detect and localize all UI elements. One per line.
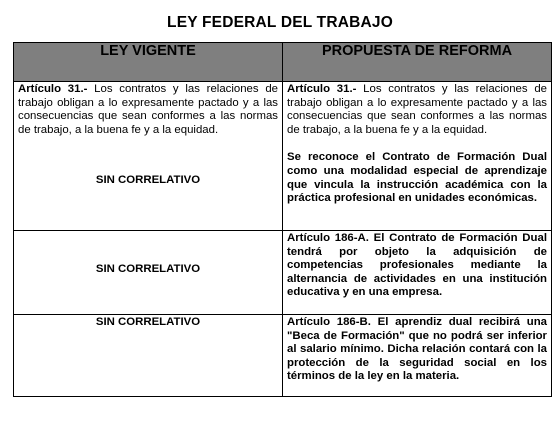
article-label: Artículo 31.- — [287, 83, 357, 95]
added-paragraph: Se reconoce el Contrato de Formación Dual como una modalidad especial de aprendizaje que vincula la instrucción académica con la práctica profesional en unidades económicas. — [287, 151, 547, 205]
reform-proposal-cell — [283, 315, 552, 397]
current-law-cell — [14, 315, 283, 397]
table-header-row — [14, 43, 552, 82]
article-186b-proposal: Artículo 186-B. El aprendiz dual recibirá una "Beca de Formación" que no podrá ser inferior al salario mínimo. Dicha relación contará con la protección de la seguridad social en los términos de la ley en la materia. — [287, 316, 547, 383]
reform-proposal-cell — [283, 231, 552, 315]
table-row — [14, 82, 552, 231]
current-law-cell — [14, 231, 283, 315]
article-label: Artículo 31.- — [18, 83, 88, 95]
article-text: Los contratos y las relaciones de trabajo obligan a lo expresamente pactado y a las consecuencias que sean conformes a las normas de trabajo, a la buena fe y a la equidad. — [287, 83, 547, 136]
table-row — [14, 315, 552, 397]
comparison-table — [13, 42, 552, 397]
article-text: Los contratos y las relaciones de trabajo obligan a lo expresamente pactado y a las consecuencias que sean conformes a las normas de trabajo, a la buena fe y a la equidad. — [18, 83, 278, 136]
article-31-proposal — [283, 82, 551, 137]
no-correlate-label: SIN CORRELATIVO — [95, 316, 201, 328]
header-reform-proposal: PROPUESTA DE REFORMA — [283, 43, 552, 82]
no-correlate-label: SIN CORRELATIVO — [95, 174, 201, 187]
document-title: LEY FEDERAL DEL TRABAJO — [167, 14, 393, 31]
article-31-current — [14, 82, 282, 137]
article-186a-proposal: Artículo 186-A. El Contrato de Formación Dual tendrá por objeto la adquisición de competencias profesionales mediante la alternancia de actividades en una institución educativa y en una empresa. — [287, 232, 547, 299]
no-correlate-label: SIN CORRELATIVO — [95, 262, 201, 275]
reform-proposal-cell — [283, 82, 552, 231]
header-current-law: LEY VIGENTE — [14, 43, 283, 82]
current-law-cell — [14, 82, 283, 231]
table-row — [14, 231, 552, 315]
